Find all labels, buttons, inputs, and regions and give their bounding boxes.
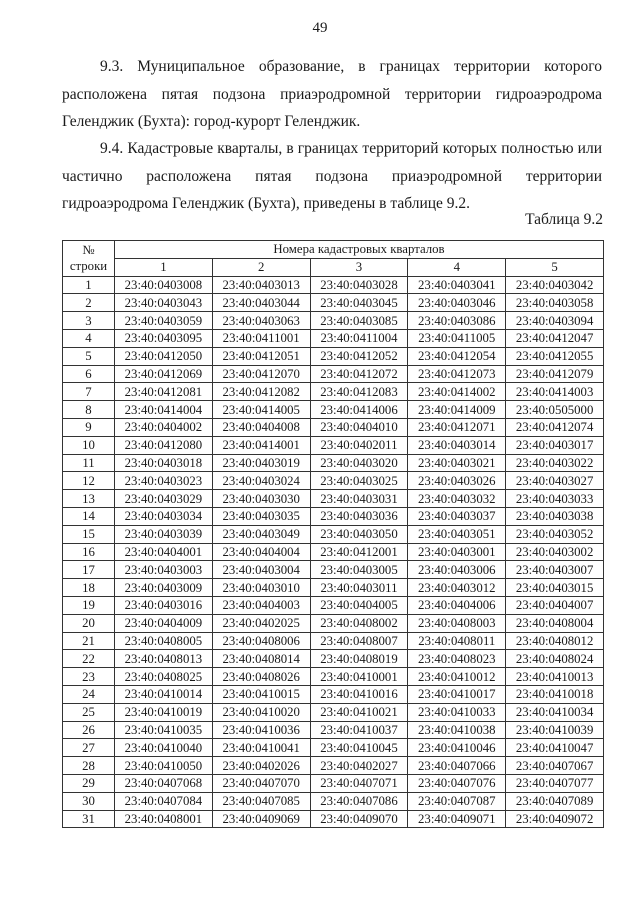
cadastral-number-cell: 23:40:0403036 (310, 507, 408, 525)
cadastral-number-cell: 23:40:0410019 (115, 703, 213, 721)
cadastral-number-cell: 23:40:0411001 (212, 329, 310, 347)
cadastral-number-cell: 23:40:0403030 (212, 490, 310, 508)
row-number-header (63, 241, 115, 277)
row-number-cell: 1 (63, 276, 115, 294)
cadastral-number-cell: 23:40:0403016 (115, 596, 213, 614)
cadastral-number-cell: 23:40:0412071 (408, 418, 506, 436)
row-number-cell: 5 (63, 347, 115, 365)
cadastral-number-cell: 23:40:0403007 (506, 561, 604, 579)
cadastral-number-cell: 23:40:0408003 (408, 614, 506, 632)
cadastral-number-cell: 23:40:0403063 (212, 312, 310, 330)
cadastral-number-cell: 23:40:0403038 (506, 507, 604, 525)
table-row (63, 632, 604, 650)
cadastral-number-cell: 23:40:0409072 (506, 810, 604, 828)
column-number-row (63, 258, 604, 276)
cadastral-number-cell: 23:40:0403032 (408, 490, 506, 508)
cadastral-number-cell: 23:40:0407089 (506, 792, 604, 810)
cadastral-number-cell: 23:40:0412055 (506, 347, 604, 365)
table-row (63, 703, 604, 721)
cadastral-number-cell: 23:40:0410016 (310, 685, 408, 703)
row-number-cell: 20 (63, 614, 115, 632)
row-number-cell: 25 (63, 703, 115, 721)
row-number-cell: 6 (63, 365, 115, 383)
cadastral-number-cell: 23:40:0408001 (115, 810, 213, 828)
cadastral-number-cell: 23:40:0404004 (212, 543, 310, 561)
cadastral-number-cell: 23:40:0403039 (115, 525, 213, 543)
table-row (63, 401, 604, 419)
cadastral-number-cell: 23:40:0407067 (506, 757, 604, 775)
cadastral-number-cell: 23:40:0410013 (506, 668, 604, 686)
cadastral-number-cell: 23:40:0414003 (506, 383, 604, 401)
cadastral-number-cell: 23:40:0408002 (310, 614, 408, 632)
cadastral-number-cell: 23:40:0402011 (310, 436, 408, 454)
cadastral-number-cell: 23:40:0408005 (115, 632, 213, 650)
row-number-cell: 2 (63, 294, 115, 312)
cadastral-number-cell: 23:40:0407066 (408, 757, 506, 775)
cadastral-number-cell: 23:40:0410020 (212, 703, 310, 721)
cadastral-number-cell: 23:40:0407071 (310, 774, 408, 792)
table-row (63, 579, 604, 597)
cadastral-number-cell: 23:40:0414009 (408, 401, 506, 419)
cadastral-number-cell: 23:40:0408013 (115, 650, 213, 668)
cadastral-number-cell: 23:40:0404008 (212, 418, 310, 436)
cadastral-number-cell: 23:40:0410035 (115, 721, 213, 739)
cadastral-number-cell: 23:40:0403011 (310, 579, 408, 597)
row-number-cell: 24 (63, 685, 115, 703)
table-row (63, 490, 604, 508)
row-number-cell: 19 (63, 596, 115, 614)
cadastral-number-cell: 23:40:0403031 (310, 490, 408, 508)
cadastral-number-cell: 23:40:0505000 (506, 401, 604, 419)
row-number-cell: 17 (63, 561, 115, 579)
cadastral-number-cell: 23:40:0407076 (408, 774, 506, 792)
table-row (63, 685, 604, 703)
cadastral-number-cell: 23:40:0411004 (310, 329, 408, 347)
cadastral-number-cell: 23:40:0403002 (506, 543, 604, 561)
table-row (63, 561, 604, 579)
table-body (63, 276, 604, 828)
cadastral-number-cell: 23:40:0403003 (115, 561, 213, 579)
cadastral-number-cell: 23:40:0410041 (212, 739, 310, 757)
table-row (63, 757, 604, 775)
row-number-cell: 14 (63, 507, 115, 525)
cadastral-number-cell: 23:40:0414005 (212, 401, 310, 419)
cadastral-number-cell: 23:40:0403019 (212, 454, 310, 472)
cadastral-number-cell: 23:40:0404006 (408, 596, 506, 614)
table-row (63, 721, 604, 739)
cadastral-number-cell: 23:40:0403033 (506, 490, 604, 508)
column-header: 5 (506, 258, 604, 276)
table-row (63, 596, 604, 614)
cadastral-number-cell: 23:40:0408014 (212, 650, 310, 668)
cadastral-number-cell: 23:40:0407077 (506, 774, 604, 792)
cadastral-number-cell: 23:40:0404002 (115, 418, 213, 436)
table-row (63, 472, 604, 490)
table-row (63, 365, 604, 383)
cadastral-number-cell: 23:40:0408007 (310, 632, 408, 650)
cadastral-number-cell: 23:40:0410040 (115, 739, 213, 757)
row-number-cell: 18 (63, 579, 115, 597)
cadastral-number-cell: 23:40:0409069 (212, 810, 310, 828)
table-header (63, 241, 604, 277)
cadastral-number-cell: 23:40:0404010 (310, 418, 408, 436)
table-row (63, 668, 604, 686)
cadastral-number-cell: 23:40:0403018 (115, 454, 213, 472)
cadastral-number-cell: 23:40:0409071 (408, 810, 506, 828)
table-row (63, 418, 604, 436)
cadastral-number-cell: 23:40:0407084 (115, 792, 213, 810)
cadastral-number-cell: 23:40:0403043 (115, 294, 213, 312)
cadastral-number-cell: 23:40:0402026 (212, 757, 310, 775)
cadastral-number-cell: 23:40:0412072 (310, 365, 408, 383)
cadastral-number-cell: 23:40:0403085 (310, 312, 408, 330)
row-number-cell: 22 (63, 650, 115, 668)
table-row (63, 774, 604, 792)
cadastral-number-cell: 23:40:0403046 (408, 294, 506, 312)
cadastral-number-cell: 23:40:0403058 (506, 294, 604, 312)
cadastral-number-cell: 23:40:0403025 (310, 472, 408, 490)
cadastral-number-cell: 23:40:0410050 (115, 757, 213, 775)
cadastral-number-cell: 23:40:0403013 (212, 276, 310, 294)
cadastral-number-cell: 23:40:0403051 (408, 525, 506, 543)
cadastral-number-cell: 23:40:0410015 (212, 685, 310, 703)
paragraph-9-3 (62, 53, 602, 136)
row-number-cell: 12 (63, 472, 115, 490)
cadastral-number-cell: 23:40:0408024 (506, 650, 604, 668)
row-number-cell: 26 (63, 721, 115, 739)
row-number-cell: 8 (63, 401, 115, 419)
cadastral-number-cell: 23:40:0403004 (212, 561, 310, 579)
table-row (63, 294, 604, 312)
cadastral-number-cell: 23:40:0412073 (408, 365, 506, 383)
table-row (63, 739, 604, 757)
cadastral-number-cell: 23:40:0404003 (212, 596, 310, 614)
table-row (63, 312, 604, 330)
row-number-cell: 29 (63, 774, 115, 792)
cadastral-number-cell: 23:40:0404007 (506, 596, 604, 614)
cadastral-number-cell: 23:40:0410034 (506, 703, 604, 721)
cadastral-number-cell: 23:40:0407068 (115, 774, 213, 792)
cadastral-number-cell: 23:40:0414001 (212, 436, 310, 454)
cadastral-number-cell: 23:40:0407086 (310, 792, 408, 810)
cadastral-number-cell: 23:40:0412070 (212, 365, 310, 383)
cadastral-number-cell: 23:40:0403009 (115, 579, 213, 597)
cadastral-number-cell: 23:40:0412081 (115, 383, 213, 401)
row-number-cell: 7 (63, 383, 115, 401)
row-number-cell: 27 (63, 739, 115, 757)
cadastral-number-cell: 23:40:0410001 (310, 668, 408, 686)
table-row (63, 383, 604, 401)
column-header: 2 (212, 258, 310, 276)
cadastral-number-cell: 23:40:0411005 (408, 329, 506, 347)
cadastral-number-cell: 23:40:0410045 (310, 739, 408, 757)
cadastral-number-cell: 23:40:0403027 (506, 472, 604, 490)
cadastral-number-cell: 23:40:0403059 (115, 312, 213, 330)
table-row (63, 525, 604, 543)
row-number-cell: 21 (63, 632, 115, 650)
cadastral-number-cell: 23:40:0403028 (310, 276, 408, 294)
cadastral-number-cell: 23:40:0407070 (212, 774, 310, 792)
cadastral-number-cell: 23:40:0410047 (506, 739, 604, 757)
cadastral-number-cell: 23:40:0410021 (310, 703, 408, 721)
cadastral-number-cell: 23:40:0407085 (212, 792, 310, 810)
table-row (63, 543, 604, 561)
cadastral-number-cell: 23:40:0410017 (408, 685, 506, 703)
cadastral-number-cell: 23:40:0410039 (506, 721, 604, 739)
row-number-cell: 13 (63, 490, 115, 508)
row-number-cell: 10 (63, 436, 115, 454)
cadastral-number-cell: 23:40:0412001 (310, 543, 408, 561)
cadastral-number-cell: 23:40:0402027 (310, 757, 408, 775)
cadastral-number-cell: 23:40:0403020 (310, 454, 408, 472)
cadastral-number-cell: 23:40:0407087 (408, 792, 506, 810)
cadastral-number-cell: 23:40:0403015 (506, 579, 604, 597)
row-number-cell: 9 (63, 418, 115, 436)
cadastral-number-cell: 23:40:0414004 (115, 401, 213, 419)
cadastral-number-cell: 23:40:0408023 (408, 650, 506, 668)
cadastral-number-cell: 23:40:0408026 (212, 668, 310, 686)
cadastral-number-cell: 23:40:0412082 (212, 383, 310, 401)
cadastral-number-cell: 23:40:0403023 (115, 472, 213, 490)
cadastral-number-cell: 23:40:0404005 (310, 596, 408, 614)
cadastral-number-cell: 23:40:0410012 (408, 668, 506, 686)
cadastral-number-cell: 23:40:0412083 (310, 383, 408, 401)
cadastral-number-cell: 23:40:0403021 (408, 454, 506, 472)
cadastral-number-cell: 23:40:0408012 (506, 632, 604, 650)
row-number-cell: 16 (63, 543, 115, 561)
cadastral-number-cell: 23:40:0403022 (506, 454, 604, 472)
paragraph-text: 9.3. Муниципальное образование, в границах территории которого расположена пятая подзона приаэродромной территории гидроаэродрома Геленджик (Бухта): город-курорт Геленджик. (62, 58, 602, 130)
row-number-header-line1: № (82, 243, 95, 258)
cadastral-number-cell: 23:40:0403041 (408, 276, 506, 294)
cadastral-number-cell: 23:40:0412080 (115, 436, 213, 454)
paragraph-text: 9.4. Кадастровые кварталы, в границах территорий которых полностью или частично расположена пятая подзона приаэродромной территории гидроаэродрома Геленджик (Бухта), приведены в таблице 9.2. (62, 140, 602, 212)
table-row (63, 276, 604, 294)
cadastral-quarters-table (62, 240, 604, 828)
table-row (63, 650, 604, 668)
table-row (63, 792, 604, 810)
cadastral-number-cell: 23:40:0403017 (506, 436, 604, 454)
cadastral-number-cell: 23:40:0403008 (115, 276, 213, 294)
cadastral-number-cell: 23:40:0403006 (408, 561, 506, 579)
cadastral-number-cell: 23:40:0410014 (115, 685, 213, 703)
table-row (63, 454, 604, 472)
cadastral-number-cell: 23:40:0403044 (212, 294, 310, 312)
group-header: Номера кадастровых кварталов (115, 241, 604, 259)
cadastral-number-cell: 23:40:0412051 (212, 347, 310, 365)
cadastral-number-cell: 23:40:0410036 (212, 721, 310, 739)
cadastral-number-cell: 23:40:0410018 (506, 685, 604, 703)
cadastral-number-cell: 23:40:0403049 (212, 525, 310, 543)
table-row (63, 810, 604, 828)
cadastral-number-cell: 23:40:0412079 (506, 365, 604, 383)
cadastral-number-cell: 23:40:0403024 (212, 472, 310, 490)
cadastral-number-cell: 23:40:0409070 (310, 810, 408, 828)
table-row (63, 329, 604, 347)
cadastral-number-cell: 23:40:0403052 (506, 525, 604, 543)
row-number-cell: 3 (63, 312, 115, 330)
row-number-cell: 31 (63, 810, 115, 828)
cadastral-number-cell: 23:40:0403095 (115, 329, 213, 347)
cadastral-number-cell: 23:40:0403001 (408, 543, 506, 561)
cadastral-number-cell: 23:40:0410046 (408, 739, 506, 757)
page-number: 49 (312, 20, 328, 36)
cadastral-number-cell: 23:40:0408004 (506, 614, 604, 632)
cadastral-number-cell: 23:40:0412047 (506, 329, 604, 347)
paragraph-9-4 (62, 135, 602, 218)
cadastral-number-cell: 23:40:0412074 (506, 418, 604, 436)
cadastral-number-cell: 23:40:0403029 (115, 490, 213, 508)
column-header: 4 (408, 258, 506, 276)
row-number-cell: 28 (63, 757, 115, 775)
table-row (63, 347, 604, 365)
cadastral-number-cell: 23:40:0414006 (310, 401, 408, 419)
cadastral-number-cell: 23:40:0403050 (310, 525, 408, 543)
cadastral-number-cell: 23:40:0403012 (408, 579, 506, 597)
row-number-cell: 30 (63, 792, 115, 810)
row-number-cell: 4 (63, 329, 115, 347)
cadastral-number-cell: 23:40:0408011 (408, 632, 506, 650)
table-caption: Таблица 9.2 (525, 211, 603, 228)
cadastral-number-cell: 23:40:0403037 (408, 507, 506, 525)
row-number-cell: 23 (63, 668, 115, 686)
cadastral-number-cell: 23:40:0404009 (115, 614, 213, 632)
cadastral-number-cell: 23:40:0408025 (115, 668, 213, 686)
column-header: 1 (115, 258, 213, 276)
cadastral-number-cell: 23:40:0403034 (115, 507, 213, 525)
cadastral-number-cell: 23:40:0410038 (408, 721, 506, 739)
table-row (63, 436, 604, 454)
cadastral-number-cell: 23:40:0403086 (408, 312, 506, 330)
cadastral-number-cell: 23:40:0403026 (408, 472, 506, 490)
cadastral-number-cell: 23:40:0410033 (408, 703, 506, 721)
cadastral-number-cell: 23:40:0402025 (212, 614, 310, 632)
cadastral-number-cell: 23:40:0403045 (310, 294, 408, 312)
cadastral-number-cell: 23:40:0404001 (115, 543, 213, 561)
table-row (63, 614, 604, 632)
cadastral-number-cell: 23:40:0412052 (310, 347, 408, 365)
column-header: 3 (310, 258, 408, 276)
table-row (63, 507, 604, 525)
cadastral-number-cell: 23:40:0412050 (115, 347, 213, 365)
cadastral-number-cell: 23:40:0403035 (212, 507, 310, 525)
cadastral-number-cell: 23:40:0412069 (115, 365, 213, 383)
cadastral-number-cell: 23:40:0403005 (310, 561, 408, 579)
cadastral-number-cell: 23:40:0403094 (506, 312, 604, 330)
cadastral-number-cell: 23:40:0403042 (506, 276, 604, 294)
cadastral-number-cell: 23:40:0403010 (212, 579, 310, 597)
cadastral-number-cell: 23:40:0403014 (408, 436, 506, 454)
row-number-header-line2: строки (69, 259, 108, 274)
row-number-cell: 11 (63, 454, 115, 472)
row-number-cell: 15 (63, 525, 115, 543)
cadastral-number-cell: 23:40:0410037 (310, 721, 408, 739)
cadastral-number-cell: 23:40:0408006 (212, 632, 310, 650)
cadastral-number-cell: 23:40:0408019 (310, 650, 408, 668)
cadastral-number-cell: 23:40:0414002 (408, 383, 506, 401)
cadastral-number-cell: 23:40:0412054 (408, 347, 506, 365)
